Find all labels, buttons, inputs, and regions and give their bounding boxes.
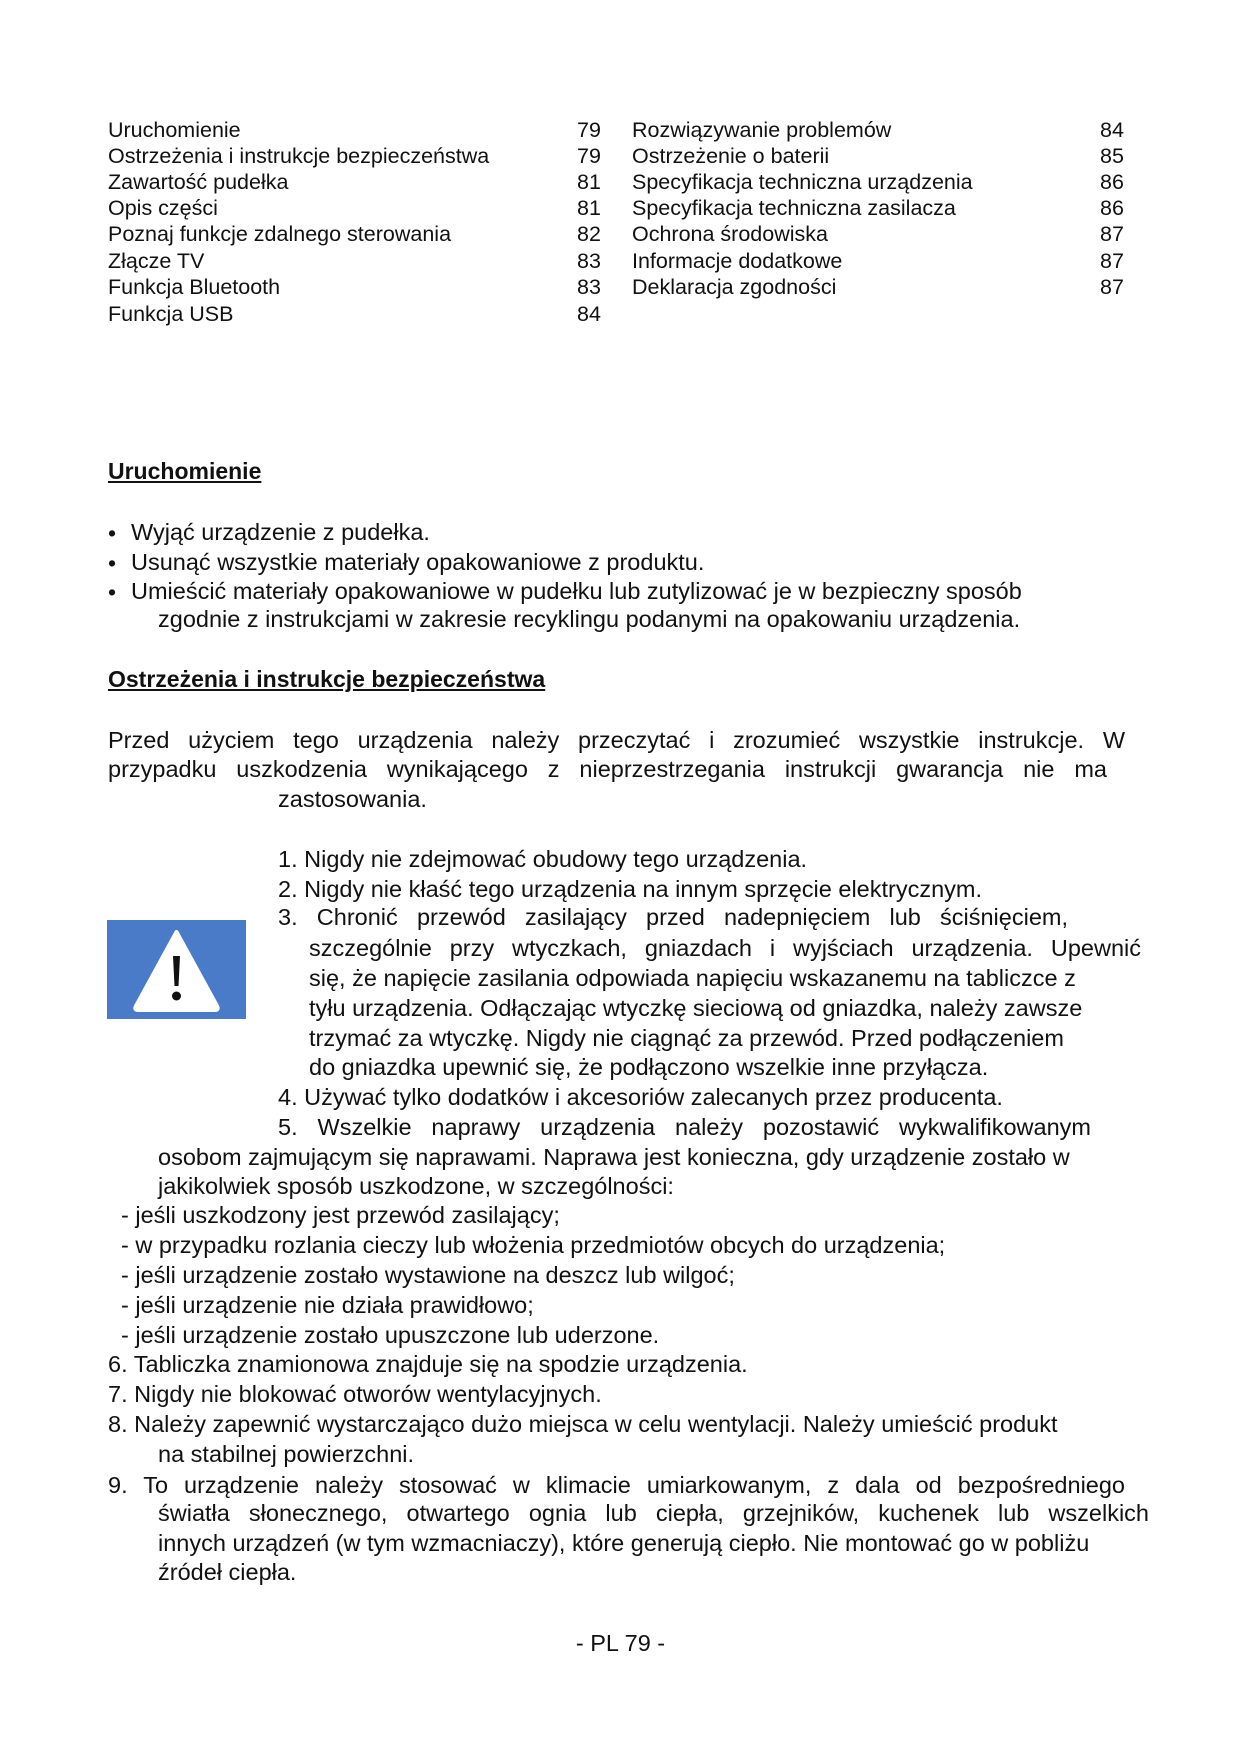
section-heading: Ostrzeżenia i instrukcje bezpieczeństwa	[108, 666, 546, 692]
list-item: - jeśli urządzenie zostało upuszczone lub uderzone.	[121, 1322, 660, 1348]
page-number: - PL 79 -	[575, 1630, 666, 1656]
list-item: 8. Należy zapewnić wystarczająco dużo miejsca w celu wentylacji. Należy umieścić produkt	[108, 1411, 1058, 1437]
warning-icon	[107, 920, 246, 1019]
list-item: innych urządzeń (w tym wzmacniaczy), które generują ciepło. Nie montować go w pobliżu	[158, 1530, 1090, 1556]
list-item: - jeśli uszkodzony jest przewód zasilający;	[121, 1202, 560, 1228]
list-item: 7. Nigdy nie blokować otworów wentylacyjnych.	[108, 1381, 602, 1407]
list-item: 6. Tabliczka znamionowa znajduje się na spodzie urządzenia.	[108, 1351, 748, 1377]
list-item: na stabilnej powierzchni.	[158, 1441, 415, 1467]
list-item: 9. To urządzenie należy stosować w klimacie umiarkowanym, z dala od bezpośredniego	[108, 1472, 1125, 1498]
list-item: 3. Chronić przewód zasilający przed nadepnięciem lub ściśnięciem,	[278, 904, 1068, 930]
paragraph-line: przypadku uszkodzenia wynikającego z nieprzestrzegania instrukcji gwarancja nie ma	[108, 756, 1107, 782]
section-heading: Uruchomienie	[108, 458, 262, 484]
list-item: 2. Nigdy nie kłaść tego urządzenia na innym sprzęcie elektrycznym.	[278, 876, 983, 902]
bullet-text: Wyjąć urządzenie z pudełka.	[131, 519, 430, 545]
list-item: źródeł ciepła.	[158, 1559, 297, 1585]
list-item: - jeśli urządzenie nie działa prawidłowo;	[121, 1292, 534, 1318]
list-item: osobom zajmującym się naprawami. Naprawa jest konieczna, gdy urządzenie zostało w	[158, 1144, 1070, 1170]
paragraph-line: Przed użyciem tego urządzenia należy przeczytać i zrozumieć wszystkie instrukcje. W	[108, 727, 1125, 753]
bullet-text: Umieścić materiały opakowaniowe w pudełku lub zutylizować je w bezpieczny sposób	[131, 578, 1022, 604]
list-item: 4. Używać tylko dodatków i akcesoriów zalecanych przez producenta.	[278, 1084, 1003, 1110]
bullet-icon: •	[108, 520, 117, 546]
bullet-icon: •	[108, 579, 117, 605]
list-item: światła słonecznego, otwartego ognia lub ciepła, grzejników, kuchenek lub wszelkich	[158, 1500, 1149, 1526]
manual-page: Uruchomienie 79 Ostrzeżenia i instrukcje bezpieczeństwa 79 Zawartość pudełka 81 Opis części 81 Poznaj funkcje zdalnego sterowania 82 Złącze TV 83 Funkcja Bluetooth 83 Funkcja USB 84 Rozwiązywanie problemów 84 Ostrzeżenie o baterii 85 Specyfikacja techniczna urządzenia 86 Specyfikacja techniczna zasilacza 86 Ochrona środowiska 87 Informacje dodatkowe 87 Deklaracja zgodności 87 Uruchomienie • Wyjąć urządzenie z pudełka. • Usunąć wszystkie materiały opakowaniowe z produktu. • Umieścić materiały opakowaniowe w pudełku lub zutylizować je w bezpieczny sposób zgodnie z instrukcjami w zakresie recyklingu podanymi na opakowaniu urządzenia. Ostrzeżenia i instrukcje bezpieczeństwa Przed użyciem tego urządzenia należy przeczytać i zrozumieć wszystkie instrukcje. W przypadku uszkodzenia wynikającego z nieprzestrzegania instrukcji gwarancja nie ma zastosowania. 1. Nigdy nie zdejmować obudowy tego urządzenia. 2. Nigdy nie kłaść tego urządzenia na innym sprzęcie elektrycznym. 3. Chronić przewód zasilający przed nadepnięciem lub ściśnięciem, szczególnie przy wtyczkach, gniazdach i wyjściach urządzenia. Upewnić się, że napięcie zasilania odpowiada napięciu wskazanemu na tabliczce z tyłu urządzenia. Odłączając wtyczkę sieciową od gniazdka, należy zawsze trzymać za wtyczkę. Nigdy nie ciągnąć za przewód. Przed podłączeniem do gniazdka upewnić się, że podłączono wszelkie inne przyłącza. 4. Używać tylko dodatków i akcesoriów zalecanych przez producenta. 5. Wszelkie naprawy urządzenia należy pozostawić wykwalifikowanym osobom zajmującym się naprawami. Naprawa jest konieczna, gdy urządzenie zostało w jakikolwiek sposób uszkodzone, w szczególności: - jeśli uszkodzony jest przewód zasilający; - w przypadku rozlania cieczy lub włożenia przedmiotów obcych do urządzenia; - jeśli urządzenie zostało wystawione na deszcz lub wilgoć; - jeśli urządzenie nie działa prawidłowo; - jeśli urządzenie zostało upuszczone lub uderzone. 6. Tabliczka znamionowa znajduje się na spodzie urządzenia. 7. Nigdy nie blokować otworów wentylacyjnych. 8. Należy zapewnić wystarczająco dużo miejsca w celu wentylacji. Należy umieścić produkt na stabilnej powierzchni. 9. To urządzenie należy stosować w klimacie umiarkowanym, z dala od bezpośredniego światła słonecznego, otwartego ognia lub ciepła, grzejników, kuchenek lub wszelkich innych urządzeń (w tym wzmacniaczy), które generują ciepło. Nie montować go w pobliżu źródeł ciepła. - PL 79 -	[0, 0, 1241, 1754]
list-item: - w przypadku rozlania cieczy lub włożenia przedmiotów obcych do urządzenia;	[121, 1232, 946, 1258]
list-item: 5. Wszelkie naprawy urządzenia należy pozostawić wykwalifikowanym	[278, 1114, 1091, 1140]
list-item: trzymać za wtyczkę. Nigdy nie ciągnąć za przewód. Przed podłączeniem	[309, 1025, 1064, 1051]
list-item: jakikolwiek sposób uszkodzone, w szczególności:	[158, 1173, 674, 1199]
list-item: 1. Nigdy nie zdejmować obudowy tego urządzenia.	[278, 846, 808, 872]
bullet-text: Usunąć wszystkie materiały opakowaniowe z produktu.	[131, 549, 705, 575]
list-item: do gniazdka upewnić się, że podłączono wszelkie inne przyłącza.	[309, 1054, 989, 1080]
paragraph-line: zastosowania.	[278, 786, 427, 812]
list-item: tyłu urządzenia. Odłączając wtyczkę sieciową od gniazdka, należy zawsze	[309, 995, 1083, 1021]
bullet-icon: •	[108, 550, 117, 576]
list-item: - jeśli urządzenie zostało wystawione na deszcz lub wilgoć;	[121, 1262, 735, 1288]
list-item: szczególnie przy wtyczkach, gniazdach i wyjściach urządzenia. Upewnić	[309, 935, 1141, 961]
list-item: się, że napięcie zasilania odpowiada napięciu wskazanemu na tabliczce z	[309, 965, 1076, 991]
bullet-text: zgodnie z instrukcjami w zakresie recyklingu podanymi na opakowaniu urządzenia.	[158, 606, 1021, 632]
